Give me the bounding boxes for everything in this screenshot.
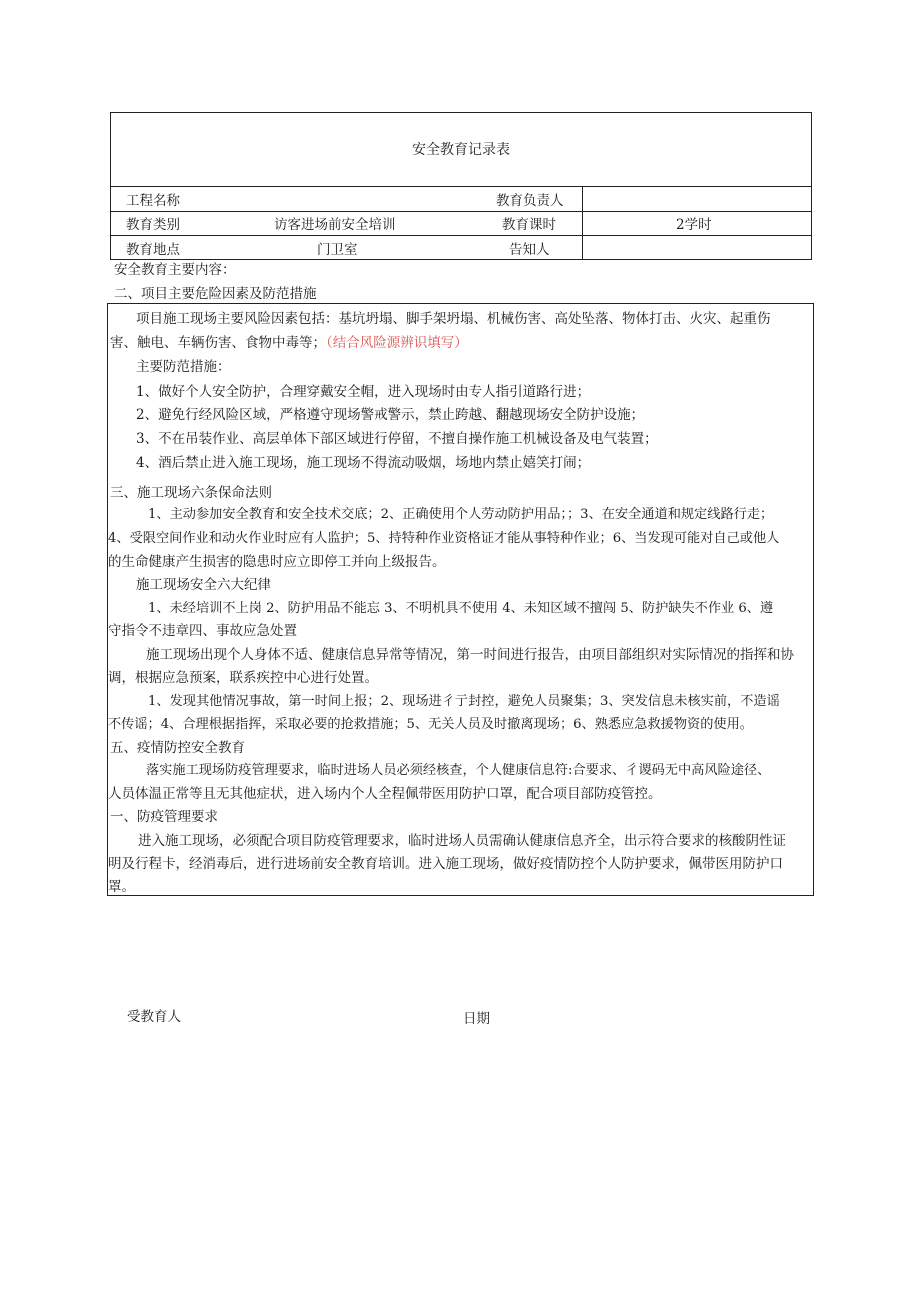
label-edu-place: 教育地点	[126, 242, 180, 258]
emergency-line4: 不传谣；4、合理根据指挥，采取必要的抢救措施；5、无关人员及时撤离现场；6、熟悉应急救援物资的使用。	[108, 717, 753, 732]
emergency-line1: 施工现场出现个人身体不适、健康信息异常等情况，第一时间进行报告，由项目部组织对实际情况的指挥和协	[146, 647, 794, 663]
risk-factors-line2	[110, 331, 468, 355]
measure-3: 3、不在吊装作业、高层单体下部区域进行停留，不擅自操作施工机械设备及电气装置；	[136, 431, 658, 447]
table-bottom-border	[110, 259, 812, 260]
trainee-label: 受教育人	[127, 1009, 181, 1025]
section3-line1: 1、主动参加安全教育和安全技术交底；2、正确使用个人劳动防护用品；；3、在安全通道和规定线路行走；	[148, 507, 774, 522]
section5-line2: 人员体温正常等且无其他症状，进入场内个人全程佩带医用防护口罩，配合项目部防疫管控。	[108, 786, 662, 802]
table-col-divider	[582, 186, 583, 260]
table-row-divider	[110, 211, 812, 212]
measure-1: 1、做好个人安全防护，合理穿戴安全帽，进入现场时由专人指引道路行进；	[136, 384, 591, 400]
measure-2: 2、避免行经风险区域，严格遵守现场警戒警示，禁止跨越、翻越现场安全防护设施；	[136, 407, 645, 423]
measure-4: 4、酒后禁止进入施工现场，施工现场不得流动吸烟，场地内禁止嬉笑打闹；	[136, 455, 591, 471]
section1-line2: 明及行程卡，经消毒后，进行进场前安全教育培训。进入施工现场，做好疫情防控个人防护要求，佩带医用防护口	[108, 856, 783, 872]
emergency-line2: 调，根据应急预案，联系疾控中心进行处置。	[108, 670, 378, 686]
table-row-divider	[110, 186, 812, 187]
section2-heading: 二、项目主要危险因素及防范措施	[114, 286, 317, 302]
date-label: 日期	[463, 1011, 490, 1027]
section1-line1: 进入施工现场，必须配合项目防疫管理要求，临时进场人员需确认健康信息齐全，出示符合要求的核酸阴性证	[138, 833, 786, 849]
section1-line3: 罩。	[108, 879, 135, 895]
label-edu-category: 教育类别	[126, 217, 180, 233]
label-edu-hours: 教育课时	[502, 217, 556, 233]
risk-factors-text: 害、触电、车辆伤害、食物中毒等；	[110, 335, 326, 351]
section5-line1: 落实施工现场防疫管理要求，临时进场人员必须经核查，个人健康信息符:合要求、彳谡码无中高风险途径、	[146, 763, 771, 778]
table-right-border	[811, 112, 812, 260]
label-edu-leader: 教育负责人	[496, 193, 564, 209]
form-title: 安全教育记录表	[412, 142, 510, 158]
label-notifier: 告知人	[509, 242, 550, 258]
discipline-line2: 守指令不违章四、事故应急处置	[108, 623, 297, 639]
risk-factors-line1: 项目施工现场主要风险因素包括：基坑坍塌、脚手架坍塌、机械伤害、高处坠落、物体打击、火灾、起重伤	[136, 311, 771, 327]
main-content-label: 安全教育主要内容：	[114, 262, 236, 278]
section3-heading: 三、施工现场六条保命法则	[110, 485, 272, 501]
table-row-divider	[110, 235, 812, 236]
risk-note: （结合风险源辨识填写）	[326, 335, 468, 351]
value-edu-place[interactable]: 门卫室	[317, 242, 358, 258]
table-left-border	[110, 112, 111, 260]
section5-heading: 五、疫情防控安全教育	[110, 740, 245, 756]
discipline-line1: 1、未经培训不上岗 2、防护用品不能忘 3、不明机具不使用 4、未知区域不擅闯 5、防护缺失不作业 6、遵	[148, 601, 774, 616]
discipline-heading: 施工现场安全六大纪律	[136, 577, 271, 593]
value-edu-category[interactable]: 访客进场前安全培训	[274, 217, 396, 233]
section3-line3: 的生命健康产生损害的隐患时应立即停工并向上级报告。	[108, 554, 446, 570]
table-top-border	[110, 112, 812, 113]
value-edu-hours[interactable]: 2学时	[676, 217, 712, 233]
label-project-name: 工程名称	[126, 193, 180, 209]
emergency-line3: 1、发现其他情况事故，第一时间上报；2、现场进彳亍封控，避免人员聚集；3、突发信息未核实前，不造谣	[148, 694, 780, 709]
measures-label: 主要防范措施：	[136, 359, 231, 375]
section3-line2: 4、受限空间作业和动火作业时应有人监护；5、持特种作业资格证才能从事特种作业；6、当发现可能对自己或他人	[108, 531, 780, 546]
section1-heading: 一、防疫管理要求	[110, 809, 218, 825]
